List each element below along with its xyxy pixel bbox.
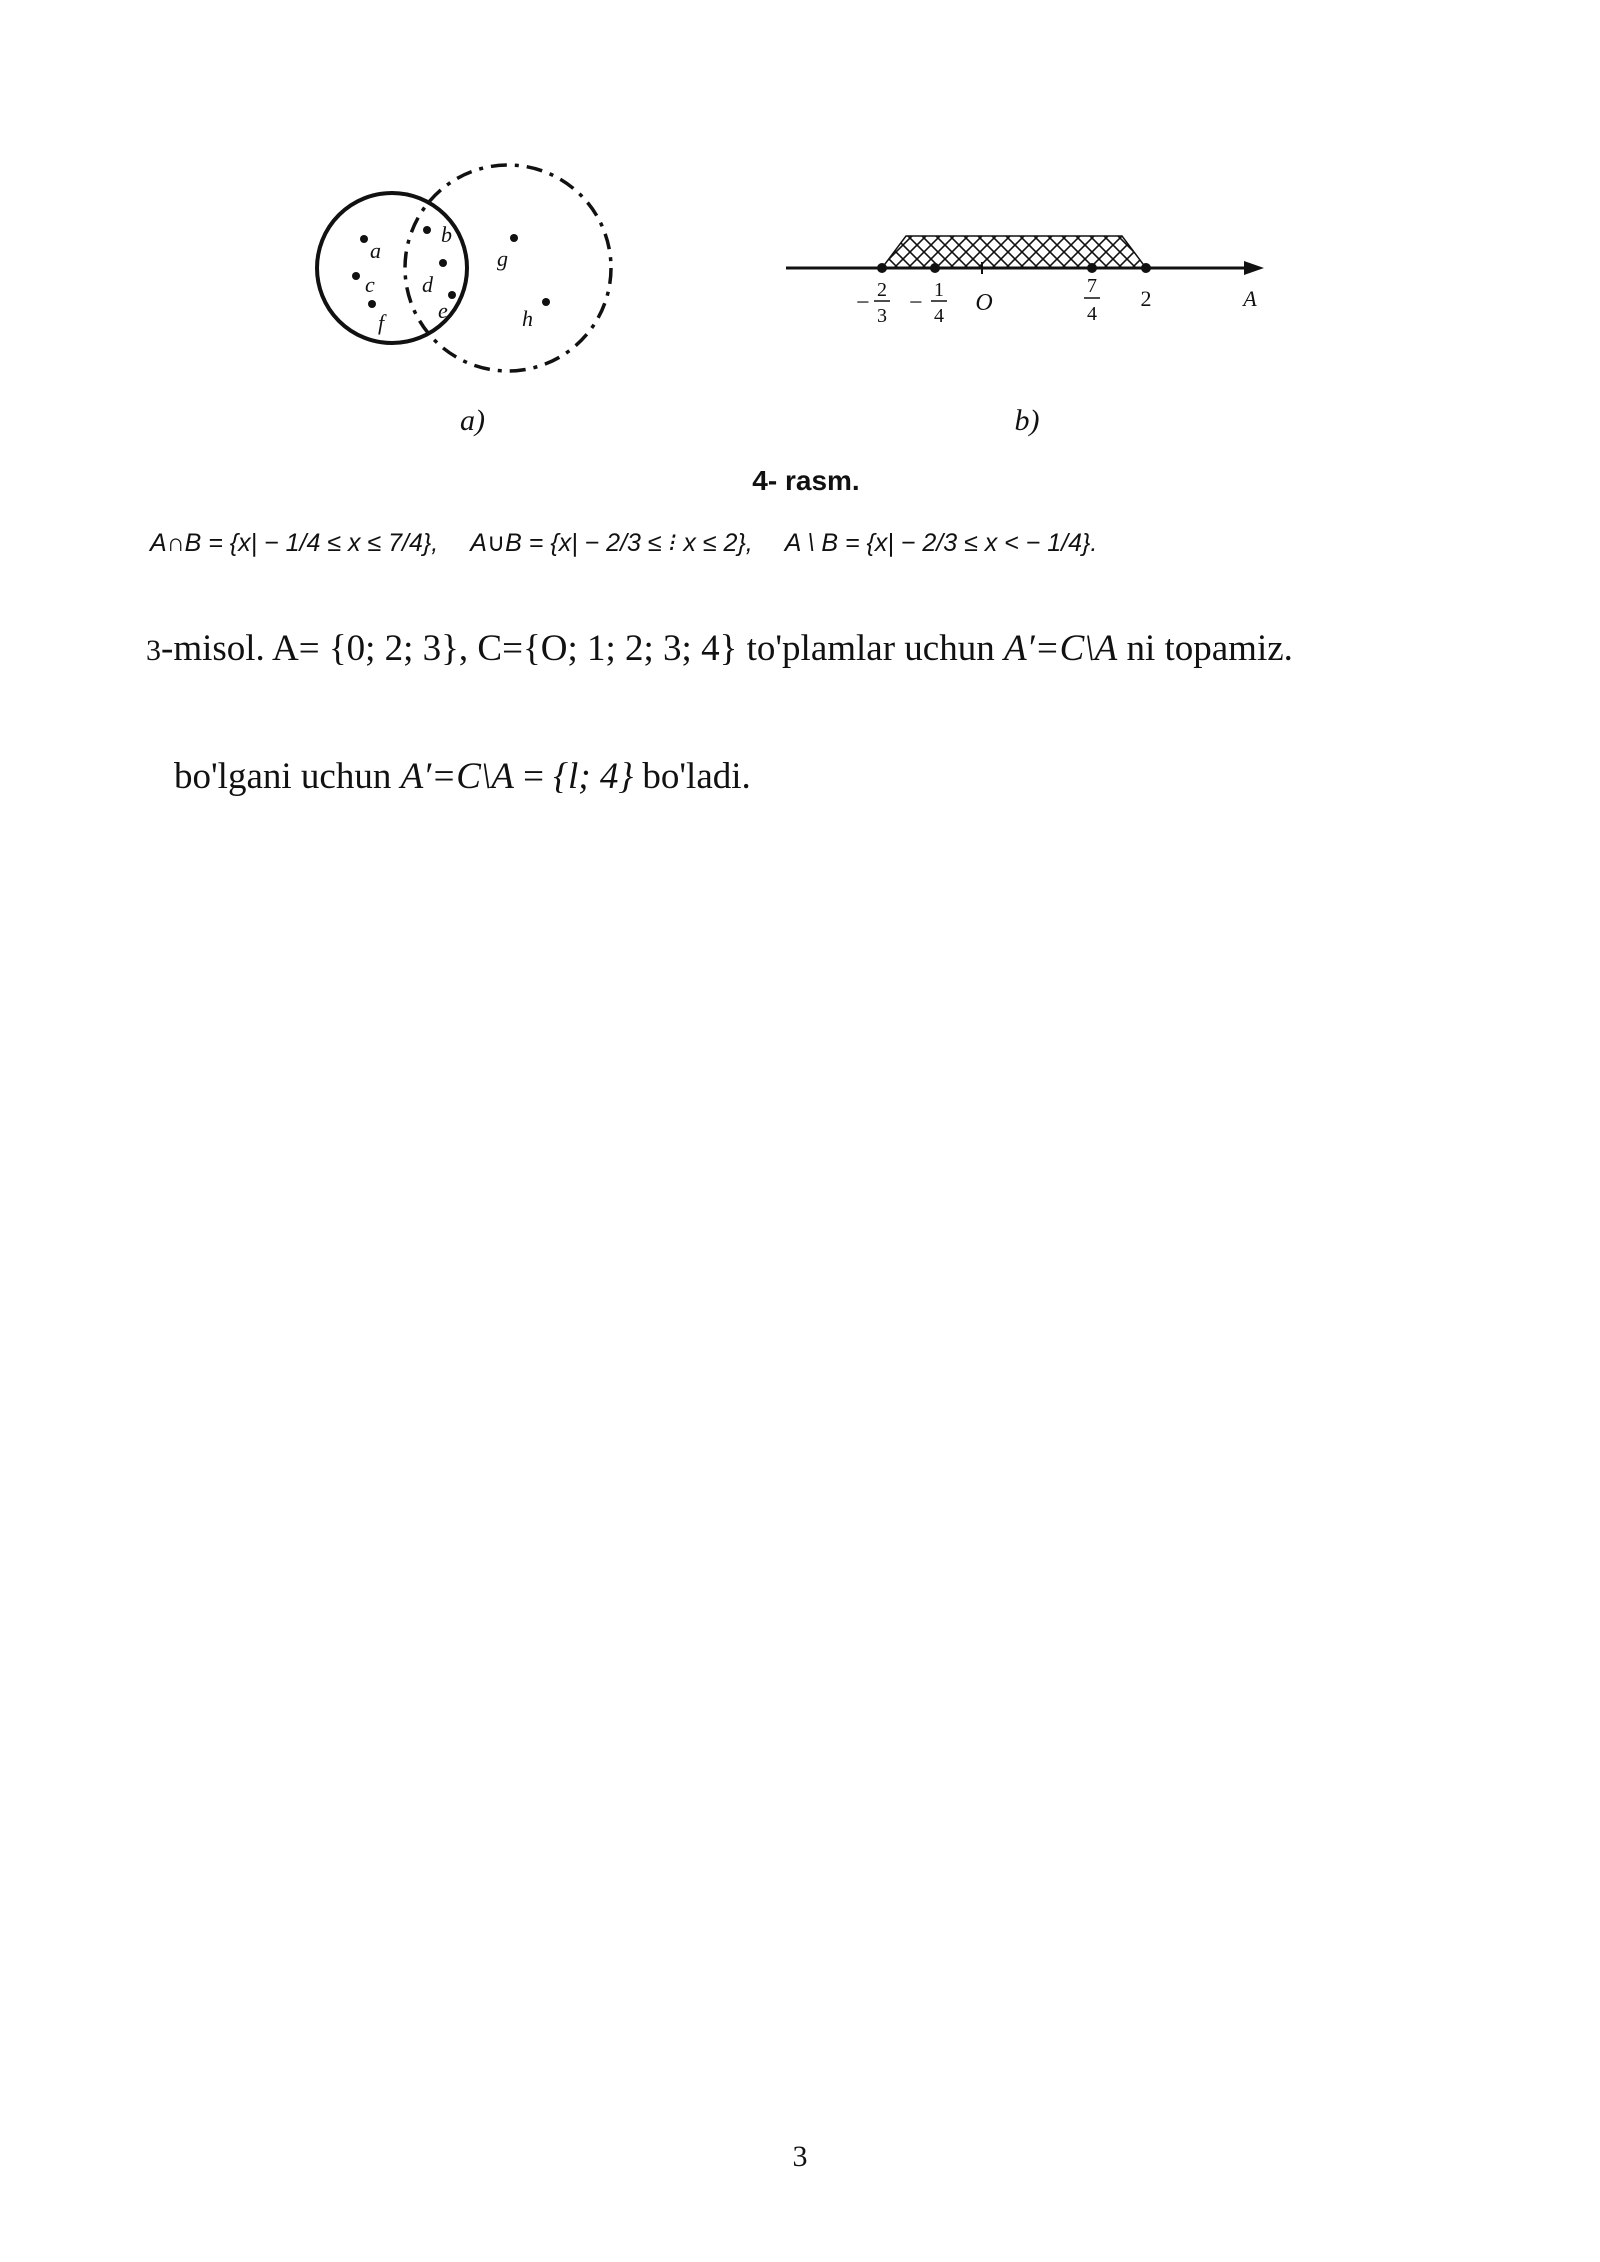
- union-formula: A∪B = {x| − 2/3 ≤ ⁝ x ≤ 2},: [470, 529, 753, 557]
- example-tail: ni topamiz.: [1117, 628, 1293, 669]
- hatched-region: [882, 236, 1146, 268]
- example-paragraph: [146, 617, 1406, 683]
- svg-text:4: 4: [934, 305, 944, 327]
- point-label-g: g: [497, 246, 508, 271]
- point-label-e: e: [438, 298, 448, 323]
- tick-label-minus-one-quarter: [909, 279, 947, 327]
- result-expression: A′=C\A: [400, 756, 514, 797]
- venn-label: a): [460, 404, 485, 437]
- tick-label-minus-two-thirds: [856, 279, 890, 327]
- svg-text:1: 1: [934, 279, 944, 301]
- point-label-f: f: [378, 310, 385, 335]
- result-text-before: bo'lgani uchun: [174, 756, 401, 797]
- svg-text:−: −: [856, 290, 870, 316]
- figure-4: [0, 0, 1600, 600]
- result-text-after: bo'ladi.: [633, 756, 751, 797]
- point-label-a: a: [370, 238, 381, 263]
- axis-arrow: [1244, 261, 1264, 275]
- complement-expression: A′=C\A: [1003, 628, 1118, 669]
- tick-label-seven-quarters: [1084, 275, 1100, 325]
- difference-formula: A \ B = {x| − 2/3 ≤ x < − 1/4}.: [784, 529, 1098, 557]
- page-number: 3: [792, 2140, 808, 2173]
- tick-label-origin: O: [975, 290, 993, 316]
- svg-text:7: 7: [1087, 275, 1097, 297]
- svg-text:4: 4: [1087, 303, 1097, 325]
- svg-text:2: 2: [877, 279, 887, 301]
- point-label-d: d: [422, 272, 433, 297]
- point-label-c: c: [365, 272, 375, 297]
- axis-label: A: [1243, 286, 1257, 311]
- number-line-label: b): [1014, 404, 1040, 437]
- tick-label-two: 2: [1140, 286, 1152, 311]
- point-label-h: h: [522, 306, 533, 331]
- svg-text:3: 3: [877, 305, 887, 327]
- set-b-circle: [405, 165, 611, 371]
- example-number: 3: [146, 634, 161, 667]
- figure-caption: 4- rasm.: [752, 465, 860, 496]
- set-operations-formula: [150, 528, 1123, 558]
- result-paragraph: [174, 745, 1434, 809]
- result-equals: =: [513, 756, 554, 797]
- svg-text:−: −: [909, 290, 923, 316]
- point-label-b: b: [441, 222, 452, 247]
- result-set: {l; 4}: [553, 756, 634, 797]
- intersection-formula: A∩B = {x| − 1/4 ≤ x ≤ 7/4},: [150, 529, 439, 557]
- venn-diagram: [317, 165, 611, 437]
- number-line: [786, 236, 1264, 437]
- example-text: -misol. A= {0; 2; 3}, C={O; 1; 2; 3; 4} to'plamlar uchun: [161, 628, 1004, 669]
